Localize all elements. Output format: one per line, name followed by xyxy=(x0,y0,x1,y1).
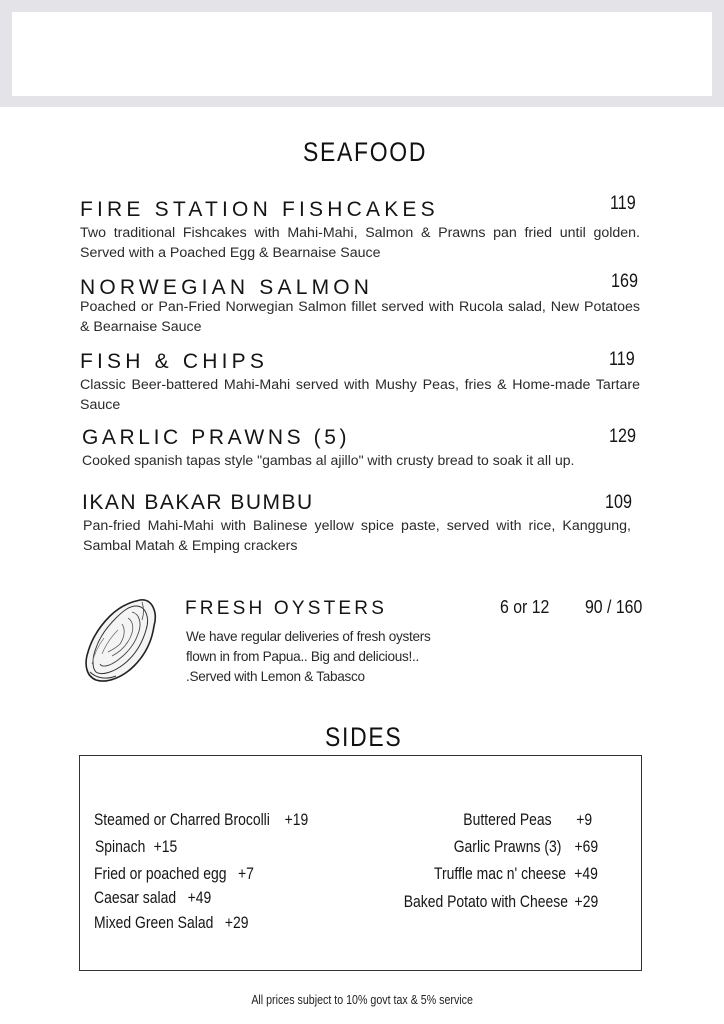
side-item xyxy=(94,913,248,933)
oyster-icon xyxy=(82,594,158,686)
oyster-portion: 6 or 12 xyxy=(500,597,550,617)
side-name: Caesar salad xyxy=(94,888,177,907)
side-item xyxy=(95,837,177,857)
side-price: +9 xyxy=(576,810,592,829)
side-item xyxy=(403,892,598,912)
dish-price: 119 xyxy=(609,349,635,370)
header-panel xyxy=(12,12,712,96)
dish-description: Two traditional Fishcakes with Mahi-Mahi, Salmon & Prawns pan fried until golden. Served with a Poached Egg & Bearnaise Sauce xyxy=(80,225,640,261)
side-name: Truffle mac n' cheese xyxy=(434,864,567,883)
oyster-description-line: We have regular deliveries of fresh oysters xyxy=(186,629,431,644)
side-name: Buttered Peas xyxy=(463,810,552,829)
side-name: Spinach xyxy=(95,837,146,856)
side-price: +7 xyxy=(237,864,254,883)
side-price: +19 xyxy=(284,810,309,829)
footer-note xyxy=(0,992,724,1007)
seafood-heading: SEAFOOD xyxy=(303,137,428,167)
side-name: Mixed Green Salad xyxy=(94,913,214,932)
dish-name: IKAN BAKAR BUMBU xyxy=(82,491,314,514)
oyster-description xyxy=(186,627,486,687)
header-band xyxy=(0,0,724,107)
side-item xyxy=(94,810,308,830)
oyster-description-line: .Served with Lemon & Tabasco xyxy=(186,669,365,684)
dish-price: 109 xyxy=(605,492,632,513)
dish-description: Classic Beer-battered Mahi-Mahi served with Mushy Peas, fries & Home-made Tartare Sauce xyxy=(80,377,640,413)
side-price: +69 xyxy=(574,837,598,856)
side-price: +15 xyxy=(153,837,178,856)
side-price: +29 xyxy=(574,892,598,911)
side-item xyxy=(434,864,598,884)
dish-name: FISH & CHIPS xyxy=(80,350,269,373)
dish-description: Cooked spanish tapas style "gambas al ajillo" with crusty bread to soak it all up. xyxy=(82,452,575,468)
side-name: Baked Potato with Cheese xyxy=(403,892,568,911)
sides-box xyxy=(79,755,642,971)
sides-heading: SIDES xyxy=(325,722,403,752)
side-item xyxy=(463,810,592,830)
side-name: Steamed or Charred Brocolli xyxy=(94,810,270,829)
dish-description: Pan-fried Mahi-Mahi with Balinese yellow spice paste, served with rice, Kanggung, Sambal Matah & Emping crackers xyxy=(83,518,631,554)
dish-name: FIRE STATION FISHCAKES xyxy=(80,198,439,221)
side-item xyxy=(94,888,211,908)
side-name: Garlic Prawns (3) xyxy=(453,837,562,856)
dish-price: 169 xyxy=(611,271,638,292)
oyster-price: 90 / 160 xyxy=(585,597,643,617)
side-item xyxy=(454,837,598,857)
oyster-description-line: flown in from Papua.. Big and delicious!.. xyxy=(186,649,419,664)
side-price: +49 xyxy=(187,888,212,907)
side-name: Fried or poached egg xyxy=(94,864,227,883)
dish-description: Poached or Pan-Fried Norwegian Salmon fillet served with Rucola salad, New Potatoes & Bearnaise Sauce xyxy=(80,299,640,335)
side-price: +49 xyxy=(574,864,598,883)
dish-price: 119 xyxy=(610,193,636,214)
oyster-name: FRESH OYSTERS xyxy=(185,598,388,619)
dish-name: NORWEGIAN SALMON xyxy=(80,276,374,299)
dish-price: 129 xyxy=(609,426,636,447)
side-item xyxy=(94,864,254,884)
dish-name: GARLIC PRAWNS (5) xyxy=(82,426,351,449)
side-price: +29 xyxy=(224,913,249,932)
footer-text: All prices subject to 10% govt tax & 5% service xyxy=(251,992,473,1007)
